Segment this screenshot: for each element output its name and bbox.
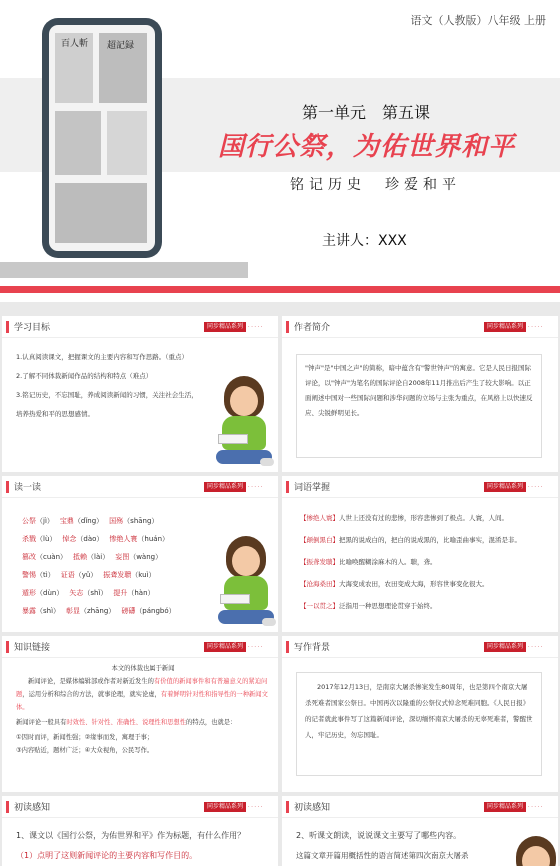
pinyin-word: 抵赖（lài） bbox=[73, 553, 110, 561]
slide-title: 知识链接 bbox=[14, 643, 51, 653]
list-item: 1.认真阅读课文，把握课文的主要内容和写作思路。（重点） bbox=[16, 353, 188, 361]
slide-first-reading-2[interactable] bbox=[282, 796, 558, 866]
pinyin-word: 提升（hàn） bbox=[113, 589, 155, 597]
list-item: 3.铭记历史，不忘国耻，养成阅读新闻的习惯，关注社会生活， bbox=[16, 391, 198, 399]
pinyin-word: 妄图（wàng） bbox=[115, 553, 163, 561]
vocab-item: 【一以贯之】泛指用一种思想理论贯穿于始终。 bbox=[300, 602, 437, 610]
series-badge: 同步精品系列 · · · · · bbox=[484, 642, 550, 652]
slide-read-aloud[interactable] bbox=[2, 476, 278, 632]
subject-label: 语文（人教版）八年级 上册 bbox=[410, 14, 546, 27]
pinyin-word: 振聋发聩（kuì） bbox=[103, 571, 156, 579]
list-item: 培养热爱和平的思想感情。 bbox=[16, 410, 94, 418]
series-badge: 同步精品系列 · · · · · bbox=[204, 802, 270, 812]
question-text: 1、课文以《国行公祭，为佑世界和平》作为标题，有什么作用？ bbox=[16, 831, 246, 840]
pinyin-word: 警惕（tì） bbox=[22, 571, 55, 579]
lesson-number: 第一单元 第五课 bbox=[302, 103, 431, 122]
newspaper-headline-2: 超記録 bbox=[107, 41, 135, 51]
pinyin-word: 公祭（jì） bbox=[22, 517, 54, 525]
vocab-item: 【惨绝人寰】人世上还没有过的悲惨，形容悲惨到了极点。人寰，人间。 bbox=[300, 514, 508, 522]
phone-mockup bbox=[42, 18, 162, 258]
section-heading: 本文的体裁也属于新闻 bbox=[111, 665, 175, 672]
list-item: 2.了解不同体裁新闻作品的结构和特点（难点） bbox=[16, 372, 153, 380]
pinyin-word: 篡改（cuàn） bbox=[22, 553, 68, 561]
series-badge: 同步精品系列 · · · · · bbox=[204, 322, 270, 332]
series-badge: 同步精品系列 · · · · · bbox=[484, 802, 550, 812]
newspaper-headline-1: 百人斬 bbox=[61, 39, 89, 49]
series-badge: 同步精品系列 · · · · · bbox=[204, 482, 270, 492]
slide-knowledge-link[interactable] bbox=[2, 636, 278, 792]
cover-slide[interactable] bbox=[0, 0, 560, 302]
answer-text: （1）点明了这则新闻评论的主要内容和写作目的。 bbox=[16, 851, 198, 860]
paragraph: 新闻评论，是媒体编辑部或作者对新近发生的有价值的新闻事件和有普遍意义的紧迫问题，运用分析和综合的方法，就事论理，就实论虚，有着鲜明针对性和指导性的一种新闻文体。 bbox=[16, 678, 268, 711]
pinyin-word: 惨绝人寰（huán） bbox=[109, 535, 170, 543]
answer-text: 这篇文章开篇用概括性的语言简述第四次南京大屠杀 bbox=[296, 851, 469, 860]
pinyin-word: 杀戮（lù） bbox=[22, 535, 57, 543]
vocab-item: 【颠倒黑白】把黑的说成白的，把白的说成黑的，比喻歪曲事实，混淆是非。 bbox=[300, 536, 521, 544]
vocab-item: 【沧海桑田】大海变成农田，农田变成大海，形容世事变化很大。 bbox=[300, 580, 489, 588]
slide-title: 作者简介 bbox=[294, 323, 331, 333]
slide-title: 写作背景 bbox=[294, 643, 331, 653]
pinyin-word: 彰显（zhāng） bbox=[66, 607, 116, 615]
series-badge: 同步精品系列 · · · · · bbox=[204, 642, 270, 652]
page-title: 国行公祭，为佑世界和平 bbox=[218, 132, 516, 162]
pinyin-word: 暴露（shì） bbox=[22, 607, 61, 615]
list-item: ①因时而评，新闻性强；②缘事而发，寓理于事； bbox=[16, 734, 154, 741]
tagline: 铭记历史 珍爱和平 bbox=[290, 177, 461, 193]
pinyin-word: 宝鼎（dǐng） bbox=[59, 517, 104, 525]
slide-title: 词语掌握 bbox=[294, 483, 331, 493]
pinyin-row bbox=[22, 512, 270, 530]
pinyin-word: 证语（yǔ） bbox=[60, 571, 98, 579]
slide-title: 初读感知 bbox=[14, 803, 51, 813]
pinyin-word: 遁形（dùn） bbox=[22, 589, 64, 597]
slide-learning-goals[interactable] bbox=[2, 316, 278, 472]
background-text-box: 2017年12月13日，是南京大屠杀惨案发生80周年，也是第四个南京大屠杀死难者国家公祭日。中国再次以隆重的公祭仪式悼念死难同胞。《人民日报》的记者就此事件写了这篇新闻评论，深切缅怀南京大屠杀的无辜死难者，警醒世人，牢记历史，勿忘国耻。 bbox=[296, 672, 542, 776]
girl-reading-illustration bbox=[504, 836, 558, 866]
pinyin-word: 矢志（shǐ） bbox=[69, 589, 108, 597]
question-text: 2、听课文朗读，说说课文主要写了哪些内容。 bbox=[296, 831, 462, 840]
slide-title: 读一读 bbox=[14, 483, 42, 493]
vocab-item: 【振聋发聩】比喻唤醒糊涂麻木的人。聩，聋。 bbox=[300, 558, 437, 566]
slide-writing-background[interactable] bbox=[282, 636, 558, 792]
cover-grey-strip bbox=[0, 262, 248, 278]
girl-reading-illustration bbox=[212, 376, 276, 472]
vocab-list bbox=[300, 508, 550, 618]
pinyin-word: 国殇（shāng） bbox=[109, 517, 159, 525]
pinyin-word: 悼念（dào） bbox=[62, 535, 104, 543]
cover-red-strip bbox=[0, 286, 560, 293]
slide-author-intro[interactable] bbox=[282, 316, 558, 472]
series-badge: 同步精品系列 · · · · · bbox=[484, 482, 550, 492]
paragraph: 新闻评论一般具有时效性、针对性、准确性、说理性和思想性的特点，也就是： bbox=[16, 719, 237, 726]
speaker-label: 主讲人：XXX bbox=[322, 233, 407, 249]
slide-title: 学习目标 bbox=[14, 323, 51, 333]
pinyin-word: 磅礴（pángbó） bbox=[121, 607, 176, 615]
slide-vocabulary[interactable] bbox=[282, 476, 558, 632]
author-text-box: "钟声"是"中国之声"的简称，暗中蕴含有"警世钟声"的寓意。它是人民日报国际评论，以"钟声"为笔名的国际评论自2008年11月推出后产生了较大影响。以正面阐述中国对一些国际问题和涉华问题的立场与主张为重点，在风格上以快速反应、尖锐鲜明见长。 bbox=[296, 354, 542, 458]
series-badge: 同步精品系列 · · · · · bbox=[484, 322, 550, 332]
newspaper-image bbox=[49, 25, 155, 251]
girl-reading-illustration bbox=[214, 536, 278, 632]
list-item: ③内容贴近，题材广泛；④大众视角，公民写作。 bbox=[16, 747, 154, 754]
slide-first-reading-1[interactable] bbox=[2, 796, 278, 866]
slide-title: 初读感知 bbox=[294, 803, 331, 813]
